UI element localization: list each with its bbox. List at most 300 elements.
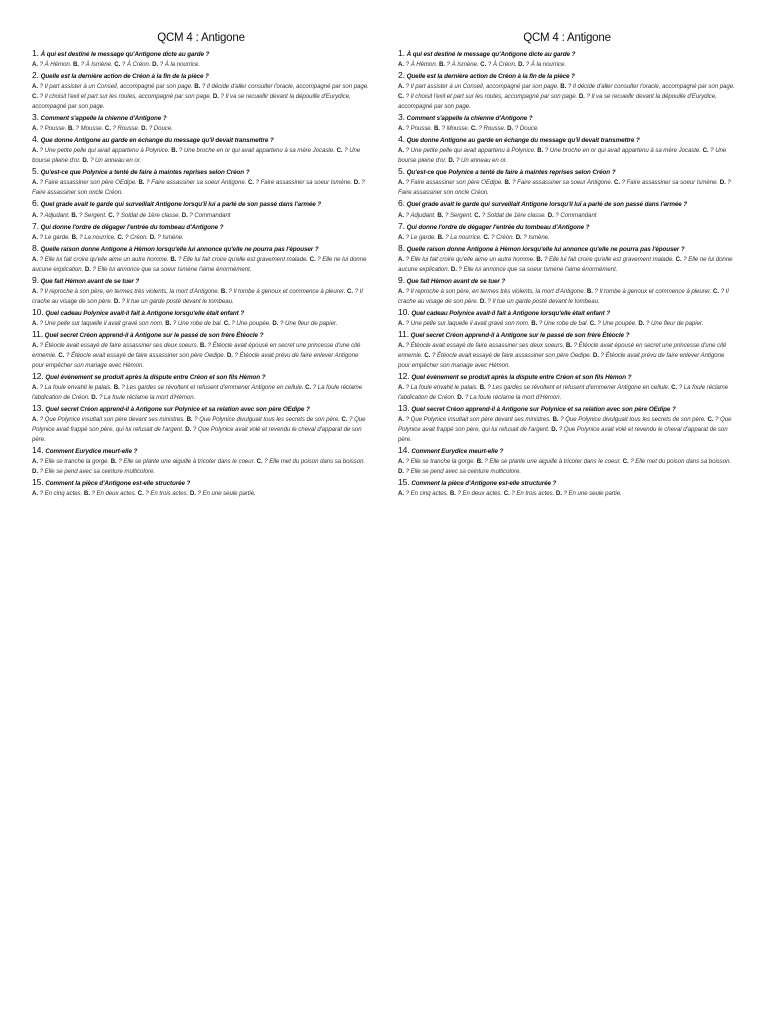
question-number: 2. <box>398 70 405 81</box>
option-text: ? Une robe de bal. <box>171 319 224 327</box>
option-text: ? Soldat de 1ère classe. <box>480 211 548 219</box>
option-text: ? La nourrice. <box>77 233 118 241</box>
answer-options <box>398 178 736 198</box>
option-letter: A. <box>398 319 404 327</box>
option-text: ? Sergent. <box>443 211 475 219</box>
option-text: ? Elle lui fait croire qu'elle aime un autre homme. <box>404 255 537 263</box>
answer-options <box>32 319 370 329</box>
option-letter: A. <box>32 458 38 466</box>
question-text: Que donne Antigone au garde en échange du message qu'il devait transmettre ? <box>40 137 274 145</box>
question-number: 12. <box>32 371 44 382</box>
question-text: Que fait Hémon avant de se tuer ? <box>406 277 506 285</box>
answer-options <box>398 82 736 112</box>
option-text: ? Il crache au visage de son père. <box>32 287 363 305</box>
question-text: Comment Eurydice meurt-elle ? <box>45 448 138 456</box>
option-text: ? Il tue un garde posté devant le tombeau. <box>119 297 234 305</box>
option-text: ? Rousse. <box>476 125 508 133</box>
question-heading <box>398 329 736 341</box>
option-letter: B. <box>113 384 120 392</box>
option-letter: B. <box>552 416 559 424</box>
question-text: Quel événement se produit après la dispute entre Créon et son fils Hémon ? <box>45 374 266 382</box>
option-letter: B. <box>565 342 572 350</box>
option-letter: D. <box>578 93 585 101</box>
answer-options <box>32 178 370 198</box>
option-text: ? Étéocle avait épousé en secret une princesse d'une cité ennemie. <box>32 342 361 360</box>
option-letter: B. <box>449 490 456 498</box>
option-text: ? En une seule partie. <box>195 490 256 498</box>
option-text: ? Douce. <box>147 125 173 133</box>
question-item <box>398 221 736 243</box>
question-item <box>398 403 736 445</box>
answer-options <box>398 489 736 499</box>
question-number: 1. <box>398 48 405 58</box>
answer-options <box>398 341 736 371</box>
option-letter: D. <box>551 426 558 434</box>
option-text: ? Faire assassiner son oncle Créon. <box>32 179 365 197</box>
question-number: 3. <box>398 112 405 123</box>
answer-options <box>32 146 370 166</box>
option-text: ? Une fleur de papier. <box>644 319 704 327</box>
question-item <box>398 243 736 275</box>
answer-options <box>398 415 736 445</box>
option-letter: D. <box>32 468 38 476</box>
question-number: 13. <box>32 403 44 414</box>
option-letter: C. <box>114 61 121 69</box>
option-text: ? Elle se plante une aiguille à tricoter dans le coeur. <box>116 458 257 466</box>
option-letter: C. <box>589 319 596 327</box>
question-text: Qu'est-ce que Polynice a tenté de faire à maintes reprises selon Créon ? <box>40 169 250 177</box>
option-letter: D. <box>450 265 457 273</box>
option-text: ? Elle se pend avec sa ceinture multicolore. <box>38 468 155 476</box>
option-letter: D. <box>91 394 98 402</box>
option-letter: B. <box>194 83 201 91</box>
option-letter: C. <box>347 287 354 295</box>
option-text: ? Faire assassiner son père OEdipe. <box>38 179 139 187</box>
option-letter: C. <box>108 211 115 219</box>
answer-options <box>32 457 370 477</box>
option-text: ? Rousse. <box>110 125 142 133</box>
option-text: ? Douce. <box>513 125 539 133</box>
question-heading <box>32 198 370 210</box>
question-item <box>32 403 370 445</box>
option-text: ? Créon. <box>123 233 150 241</box>
option-letter: A. <box>398 458 404 466</box>
question-item <box>398 70 736 112</box>
option-text: ? Le garde. <box>38 233 72 241</box>
option-letter: A. <box>32 490 38 498</box>
question-heading <box>398 275 736 287</box>
option-text: ? La foule réclame la mort d'Hémon. <box>463 394 562 402</box>
option-letter: C. <box>32 93 38 101</box>
option-letter: B. <box>504 179 511 187</box>
option-letter: B. <box>479 384 486 392</box>
question-number: 8. <box>398 242 405 253</box>
option-letter: C. <box>707 416 714 424</box>
option-text: ? Étéocle avait essayé de faire assassiner ses deux soeurs. <box>404 342 566 350</box>
option-text: ? Une poupée. <box>229 319 273 327</box>
option-text: ? Faire assassiner son oncle Créon. <box>398 179 731 197</box>
answer-options <box>398 287 736 307</box>
question-number: 11. <box>32 328 44 339</box>
question-text: Quel secret Créon apprend-il à Antigone sur Polynice et sa relation avec son père OEdipe ? <box>45 406 310 414</box>
question-text: Quel secret Créon apprend-il à Antigone sur le passé de son frère Étéocle ? <box>44 331 264 339</box>
option-text: ? Elle lui fait croire qu'elle aime un autre homme. <box>38 255 171 263</box>
option-letter: D. <box>507 125 514 133</box>
option-text: ? Elle lui annonce que sa soeur Ismène l'aime énormément. <box>90 265 252 273</box>
option-text: ? Faire assassiner sa soeur Antigone. <box>144 179 248 187</box>
option-text: ? Adjudant. <box>38 211 72 219</box>
option-letter: C. <box>622 458 629 466</box>
question-heading <box>398 445 736 457</box>
option-letter: D. <box>479 297 486 305</box>
option-letter: D. <box>141 125 148 133</box>
answer-options <box>32 124 370 134</box>
question-heading <box>398 112 736 124</box>
option-letter: C. <box>336 147 343 155</box>
option-text: ? Une bourse pleine d'or. <box>398 147 727 165</box>
option-letter: D. <box>547 211 554 219</box>
option-letter: A. <box>32 416 38 424</box>
option-text: ? Sergent. <box>77 211 109 219</box>
option-text: ? Une broche en or qui avait appartenu à sa mère Jocaste. <box>543 147 703 155</box>
question-heading <box>398 48 736 60</box>
option-letter: C. <box>713 287 720 295</box>
question-heading <box>32 134 370 146</box>
answer-options <box>32 287 370 307</box>
option-letter: D. <box>84 265 91 273</box>
option-text: ? La foule réclame la mort d'Hémon. <box>97 394 196 402</box>
question-number: 8. <box>32 242 39 253</box>
question-heading <box>32 445 370 457</box>
option-text: ? Que Polynice avait volé et revendu le cheval d'apparat de son père. <box>32 426 362 444</box>
answer-options <box>398 457 736 477</box>
question-text: Comment la pièce d'Antigone est-elle structurée ? <box>45 480 191 488</box>
option-text: ? Il choisit l'exil et part sur les routes, accompagné par son page. <box>38 93 213 101</box>
option-text: ? Que Polynice avait frappé son père, qui lui refusait de l'argent. <box>398 416 732 434</box>
option-letter: D. <box>398 468 404 476</box>
question-item <box>398 329 736 371</box>
question-text: Quel cadeau Polynice avait-il fait à Antigone lorsqu'elle était enfant ? <box>45 309 245 317</box>
option-text: ? Adjudant. <box>404 211 438 219</box>
option-letter: C. <box>702 147 709 155</box>
option-letter: C. <box>483 233 490 241</box>
option-text: ? En deux actes. <box>89 490 138 498</box>
option-letter: C. <box>424 352 431 360</box>
option-letter: D. <box>518 61 525 69</box>
question-item <box>398 48 736 70</box>
option-text: ? La foule réclame l'abdication de Créon. <box>398 384 729 402</box>
question-heading <box>398 70 736 82</box>
option-text: ? Que Polynice divulguait tous les secrets de son père. <box>192 416 342 424</box>
option-text: ? La foule envahit le palais. <box>404 384 480 392</box>
answer-options <box>398 146 736 166</box>
question-number: 9. <box>32 274 39 285</box>
option-text: ? En trois actes. <box>143 490 190 498</box>
option-text: ? Faire assassiner sa soeur Ismène. <box>253 179 354 187</box>
question-item <box>32 70 370 112</box>
question-item <box>398 134 736 166</box>
answer-options <box>32 383 370 403</box>
question-number: 13. <box>398 403 410 414</box>
question-number: 4. <box>32 134 39 145</box>
option-letter: A. <box>398 83 404 91</box>
option-letter: C. <box>341 416 348 424</box>
option-letter: B. <box>110 458 117 466</box>
question-number: 5. <box>32 166 39 177</box>
option-text: ? Une pelle sur laquelle il avait gravé son nom. <box>38 319 166 327</box>
question-text: Que donne Antigone au garde en échange du message qu'il devait transmettre ? <box>406 137 640 145</box>
option-letter: C. <box>503 490 510 498</box>
option-letter: A. <box>32 211 38 219</box>
question-number: 9. <box>398 274 405 285</box>
option-text: ? Elle met du poison dans sa boisson. <box>628 458 732 466</box>
option-text: ? Elle lui annonce que sa soeur Ismène l'aime énormément. <box>456 265 618 273</box>
option-text: ? Un anneau en or. <box>454 157 508 165</box>
option-text: ? Étéocle avait prévu de faire enlever Antigone pour empêcher son mariage avec Hémon. <box>32 352 359 370</box>
option-letter: C. <box>58 352 65 360</box>
question-number: 14. <box>32 445 44 456</box>
option-letter: D. <box>113 297 120 305</box>
option-text: ? Elle se tranche la gorge. <box>38 458 111 466</box>
option-letter: B. <box>170 255 177 263</box>
option-letter: A. <box>398 416 404 424</box>
option-text: ? Pousse. <box>404 125 434 133</box>
question-item <box>398 371 736 403</box>
option-letter: B. <box>83 490 90 498</box>
option-text: ? Commandant <box>187 211 231 219</box>
option-text: ? Elle ne lui donne aucune explication. <box>32 255 367 273</box>
option-letter: A. <box>32 147 38 155</box>
option-text: ? Elle se pend avec sa ceinture multicolore. <box>404 468 521 476</box>
option-text: ? Étéocle avait essayé de faire assassiner ses deux soeurs. <box>38 342 200 350</box>
answer-options <box>398 233 736 243</box>
option-letter: A. <box>32 61 38 69</box>
question-heading <box>398 477 736 489</box>
option-letter: C. <box>104 125 111 133</box>
question-item <box>32 198 370 220</box>
question-heading <box>32 166 370 178</box>
option-text: ? Les gardes se révoltent et refusent d'emmener Antigone en cellule. <box>485 384 672 392</box>
option-text: ? Étéocle avait essayé de faire assassiner son père Oedipe. <box>64 352 227 360</box>
option-text: ? Il reproche à son père, en termes très violents, la mort d'Antigone. <box>38 287 221 295</box>
option-letter: D. <box>515 233 522 241</box>
option-letter: B. <box>72 61 79 69</box>
question-item <box>32 307 370 329</box>
option-text: ? Étéocle avait épousé en secret une princesse d'une cité ennemie. <box>398 342 727 360</box>
option-letter: B. <box>536 255 543 263</box>
option-letter: B. <box>171 147 178 155</box>
option-text: ? Mousse. <box>439 125 471 133</box>
question-item <box>32 112 370 134</box>
option-letter: C. <box>117 233 124 241</box>
question-number: 7. <box>32 220 39 231</box>
option-text: ? Étéocle avait prévu de faire enlever Antigone pour empêcher son mariage avec Hémon. <box>398 352 725 370</box>
answer-options <box>398 124 736 134</box>
option-letter: A. <box>398 342 404 350</box>
option-letter: C. <box>247 179 254 187</box>
option-text: ? La foule réclame l'abdication de Créon. <box>32 384 363 402</box>
question-heading <box>32 243 370 255</box>
option-text: ? Une robe de bal. <box>537 319 590 327</box>
answer-options <box>32 211 370 221</box>
question-heading <box>32 307 370 319</box>
option-text: ? Il part assister à un Conseil, accompagné par son page. <box>404 83 561 91</box>
answer-options <box>32 82 370 112</box>
question-text: Comment s'appelle la chienne d'Antigone ? <box>406 115 533 123</box>
question-text: Quel événement se produit après la dispute entre Créon et son fils Hémon ? <box>411 374 632 382</box>
option-letter: D. <box>457 394 464 402</box>
question-number: 14. <box>398 445 410 456</box>
question-item <box>32 275 370 307</box>
option-text: ? Ismène. <box>155 233 184 241</box>
answer-options <box>398 319 736 329</box>
option-text: ? Une petite pelle qui avait appartenu à Polynice. <box>38 147 172 155</box>
answer-options <box>398 60 736 70</box>
page-title: QCM 4 : Antigone <box>157 32 245 44</box>
question-heading <box>32 275 370 287</box>
question-number: 12. <box>398 371 410 382</box>
option-text: ? Faire assassiner sa soeur Ismène. <box>619 179 720 187</box>
option-letter: D. <box>448 157 455 165</box>
option-text: ? Mousse. <box>73 125 105 133</box>
option-letter: A. <box>32 342 38 350</box>
question-number: 6. <box>32 198 39 209</box>
question-number: 2. <box>32 70 39 81</box>
option-text: ? Étéocle avait essayé de faire assassiner son père Oedipe. <box>430 352 593 360</box>
option-letter: D. <box>82 157 89 165</box>
question-heading <box>32 112 370 124</box>
option-text: ? Créon. <box>489 233 516 241</box>
option-text: ? Il décide d'aller consulter l'oracle, accompagné par son page. <box>200 83 369 91</box>
option-text: ? Un anneau en or. <box>88 157 142 165</box>
option-text: ? Une pelle sur laquelle il avait gravé son nom. <box>404 319 532 327</box>
option-letter: C. <box>137 490 144 498</box>
question-item <box>32 371 370 403</box>
option-letter: D. <box>185 426 192 434</box>
option-letter: A. <box>398 233 404 241</box>
option-text: ? Il choisit l'exil et part sur les routes, accompagné par son page. <box>404 93 579 101</box>
option-text: ? Les gardes se révoltent et refusent d'emmener Antigone en cellule. <box>119 384 306 392</box>
question-number: 10. <box>398 306 410 317</box>
option-letter: B. <box>71 233 78 241</box>
question-number: 4. <box>398 134 405 145</box>
option-text: ? La nourrice. <box>443 233 484 241</box>
option-text: ? Elle se plante une aiguille à tricoter dans le coeur. <box>482 458 623 466</box>
option-letter: B. <box>437 211 444 219</box>
option-text: ? Il crache au visage de son père. <box>398 287 729 305</box>
option-letter: A. <box>32 255 38 263</box>
option-letter: A. <box>398 490 404 498</box>
question-text: À qui est destiné le message qu'Antigone dicte au garde ? <box>406 51 576 58</box>
option-letter: A. <box>398 179 404 187</box>
option-text: ? Il tombe à genoux et commence à pleurer. <box>226 287 348 295</box>
option-letter: B. <box>531 319 538 327</box>
option-letter: A. <box>32 319 38 327</box>
option-letter: D. <box>638 319 645 327</box>
option-letter: C. <box>398 93 404 101</box>
option-letter: A. <box>398 384 404 392</box>
option-text: ? Commandant <box>553 211 597 219</box>
option-letter: A. <box>398 287 404 295</box>
question-text: Quel secret Créon apprend-il à Antigone sur Polynice et sa relation avec son père OEdipe ? <box>411 406 676 414</box>
question-heading <box>398 134 736 146</box>
option-letter: D. <box>152 61 159 69</box>
option-letter: C. <box>671 384 678 392</box>
option-text: ? Elle lui fait croire qu'elle est gravement malade. <box>542 255 676 263</box>
option-letter: C. <box>309 255 316 263</box>
option-text: ? Que Polynice avait volé et revendu le cheval d'apparat de son père. <box>398 426 728 444</box>
option-letter: D. <box>353 179 360 187</box>
answer-options <box>398 255 736 275</box>
option-text: ? La foule envahit le palais. <box>38 384 114 392</box>
page-title: QCM 4 : Antigone <box>523 32 611 44</box>
question-item <box>32 221 370 243</box>
question-heading <box>32 403 370 415</box>
question-item <box>32 134 370 166</box>
question-number: 3. <box>32 112 39 123</box>
question-text: Quelle raison donne Antigone à Hémon lorsqu'elle lui annonce qu'elle ne pourra pas l'épouser ? <box>406 245 685 253</box>
option-letter: C. <box>613 179 620 187</box>
option-text: ? Elle se tranche la gorge. <box>404 458 477 466</box>
question-item <box>32 445 370 477</box>
question-item <box>398 477 736 499</box>
option-text: ? Il reproche à son père, en termes très violents, la mort d'Antigone. <box>404 287 587 295</box>
option-text: ? Une fleur de papier. <box>278 319 338 327</box>
question-text: Quel secret Créon apprend-il à Antigone sur le passé de son frère Étéocle ? <box>410 331 630 339</box>
option-text: ? Faire assassiner son père OEdipe. <box>404 179 505 187</box>
option-text: ? À Ismène. <box>444 61 481 69</box>
option-text: ? En une seule partie. <box>561 490 622 498</box>
option-letter: D. <box>181 211 188 219</box>
answer-options <box>398 383 736 403</box>
question-text: Quelle est la dernière action de Créon à la fin de la pièce ? <box>40 73 209 81</box>
question-text: Qui donne l'ordre de dégager l'entrée du tombeau d'Antigone ? <box>406 223 590 231</box>
answer-options <box>398 211 736 221</box>
question-text: Quel grade avait le garde qui surveillait Antigone lorsqu'il lui a parlé de son passé dans l'armée ? <box>40 201 322 209</box>
quiz-page-right <box>398 31 736 499</box>
option-letter: A. <box>32 125 38 133</box>
option-letter: B. <box>437 233 444 241</box>
question-heading <box>32 329 370 341</box>
question-item <box>32 329 370 371</box>
option-letter: D. <box>272 319 279 327</box>
option-letter: B. <box>199 342 206 350</box>
option-letter: C. <box>305 384 312 392</box>
option-letter: A. <box>32 233 38 241</box>
question-heading <box>32 70 370 82</box>
option-letter: C. <box>474 211 481 219</box>
option-text: ? Une broche en or qui avait appartenu à sa mère Jocaste. <box>177 147 337 155</box>
question-item <box>398 275 736 307</box>
option-text: ? Elle ne lui donne aucune explication. <box>398 255 733 273</box>
option-text: ? Il part assister à un Conseil, accompagné par son page. <box>38 83 195 91</box>
option-text: ? Il tue un garde posté devant le tombeau. <box>485 297 600 305</box>
question-text: Comment la pièce d'Antigone est-elle structurée ? <box>411 480 557 488</box>
option-text: ? Il tombe à genoux et commence à pleurer. <box>592 287 714 295</box>
quiz-page-left <box>32 31 370 499</box>
option-letter: A. <box>32 83 38 91</box>
question-number: 15. <box>32 477 44 488</box>
question-text: À qui est destiné le message qu'Antigone dicte au garde ? <box>40 51 210 58</box>
option-letter: A. <box>398 211 404 219</box>
question-number: 1. <box>32 48 39 58</box>
option-text: ? En cinq actes. <box>38 490 84 498</box>
question-text: Que fait Hémon avant de se tuer ? <box>40 277 140 285</box>
answer-options <box>32 415 370 445</box>
question-heading <box>398 198 736 210</box>
question-heading <box>398 403 736 415</box>
question-heading <box>32 221 370 233</box>
